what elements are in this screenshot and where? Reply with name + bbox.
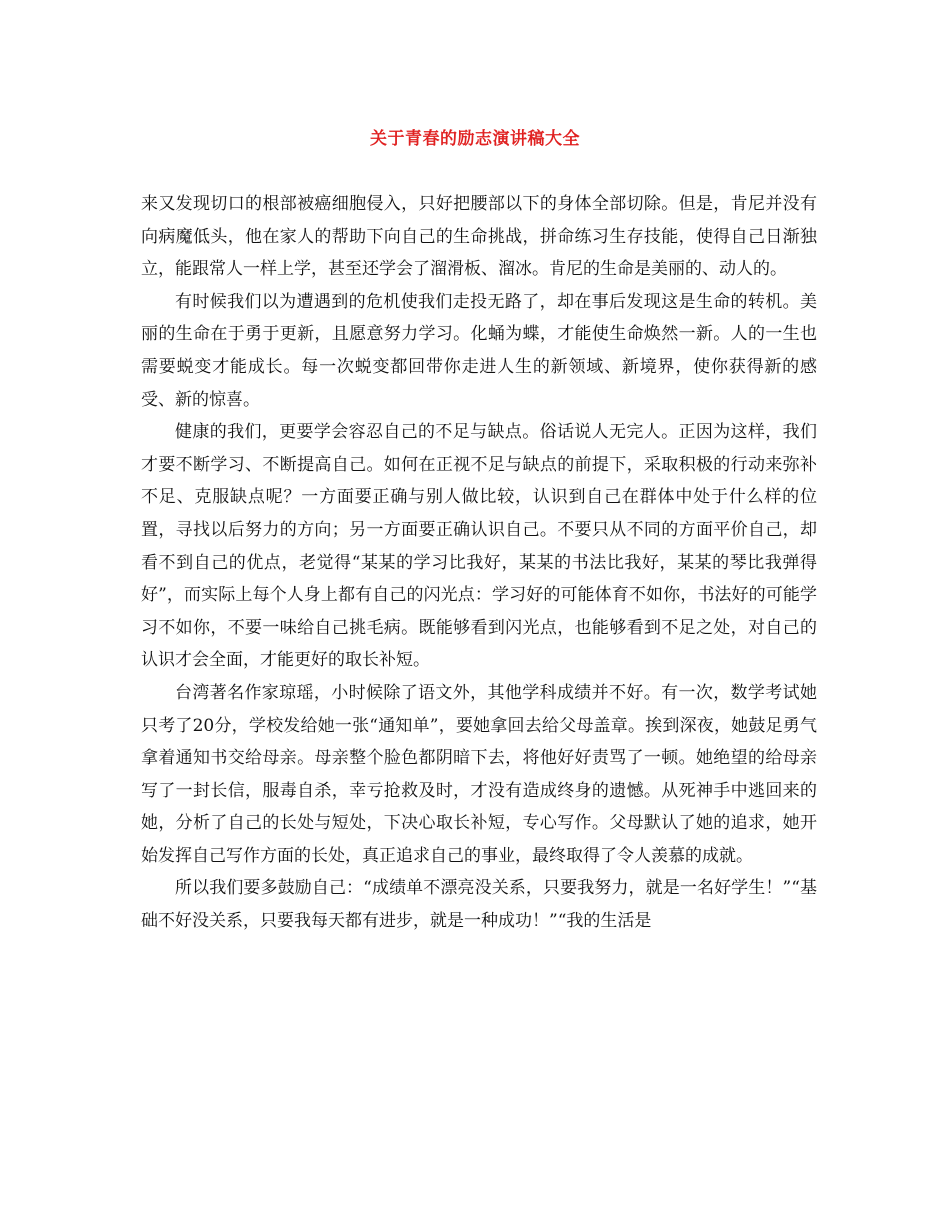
document-body (141, 188, 817, 938)
paragraph-5: 所以我们要多鼓励自己：“成绩单不漂亮没关系，只要我努力，就是一名好学生！”“基础不好没关系，只要我每天都有进步，就是一种成功！”“我的生活是 (141, 878, 817, 932)
paragraph-3: 健康的我们，更要学会容忍自己的不足与缺点。俗话说人无完人。正因为这样，我们才要不断学习、不断提高自己。如何在正视不足与缺点的前提下，采取积极的行动来弥补不足、克服缺点呢？一方面要正确与别人做比较，认识到自己在群体中处于什么样的位置，寻找以后努力的方向；另一方面要正确认识自己。不要只从不同的方面平价自己，却看不到自己的优点，老觉得“某某的学习比我好，某某的书法比我好，某某的琴比我弹得好”，而实际上每个人身上都有自己的闪光点：学习好的可能体育不如你，书法好的可能学习不如你，不要一味给自己挑毛病。既能够看到闪光点，也能够看到不足之处，对自己的认识才会全面，才能更好的取长补短。 (141, 422, 817, 671)
paragraph-2: 有时候我们以为遭遇到的危机使我们走投无路了，却在事后发现这是生命的转机。美丽的生命在于勇于更新，且愿意努力学习。化蛹为蝶，才能使生命焕然一新。人的一生也需要蜕变才能成长。每一次蜕变都回带你走进人生的新领域、新境界，使你获得新的感受、新的惊喜。 (141, 291, 817, 410)
paragraph-1: 来又发现切口的根部被癌细胞侵入，只好把腰部以下的身体全部切除。但是，肯尼并没有向病魔低头，他在家人的帮助下向自己的生命挑战，拼命练习生存技能，使得自己日渐独立，能跟常人一样上学，甚至还学会了溜滑板、溜冰。肯尼的生命是美丽的、动人的。 (141, 194, 817, 280)
paragraph-4: 台湾著名作家琼瑶，小时候除了语文外，其他学科成绩并不好。有一次，数学考试她只考了20分，学校发给她一张“通知单”，要她拿回去给父母盖章。挨到深夜，她鼓足勇气拿着通知书交给母亲。母亲整个脸色都阴暗下去，将他好好责骂了一顿。她绝望的给母亲写了一封长信，服毒自杀，幸亏抢救及时，才没有造成终身的遗憾。从死神手中逃回来的她，分析了自己的长处与短处，下决心取长补短，专心写作。父母默认了她的追求，她开始发挥自己写作方面的长处，真正追求自己的事业，最终取得了令人羡慕的成就。 (141, 682, 817, 866)
document-title: 关于青春的励志演讲稿大全 (370, 129, 580, 149)
